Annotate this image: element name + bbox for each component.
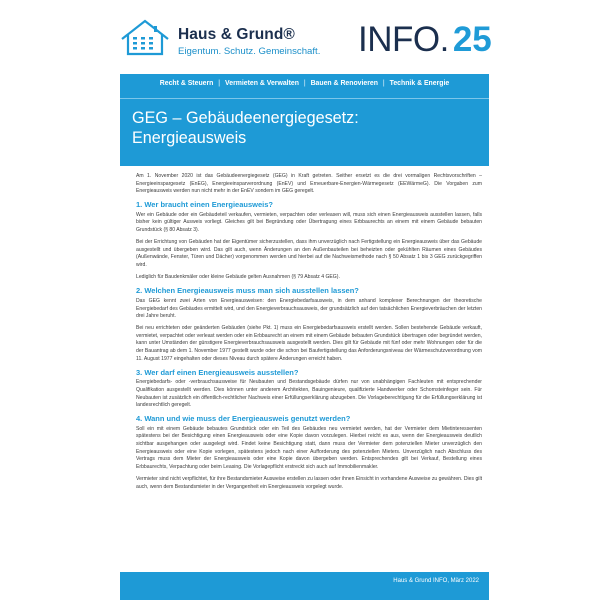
document-title-line-1: GEG – Gebäudeenergiegesetz: <box>132 109 359 127</box>
article-body <box>136 167 482 496</box>
info-issue-number: 25 <box>452 20 492 59</box>
category-nav <box>120 80 489 93</box>
header <box>0 0 600 74</box>
logo-text <box>178 18 320 56</box>
footer-source: Haus & Grund INFO, März 2022 <box>393 578 479 584</box>
section-1-paragraph-3: Lediglich für Baudenkmäler oder kleine Gebäude gelten Ausnahmen (§ 79 Absatz 4 GEG). <box>136 274 340 281</box>
title-panel <box>120 74 489 166</box>
section-3-paragraph-1: Energiebedarfs- oder -verbrauchsausweise für Neubauten und Bestandsgebäude dürfen nur von unabhängigen Fachleuten mit entsprechender Qualifikation ausgestellt werden. Dies können unter anderem Architekten, Bauingenieure, qualifizierte Handwerker oder Schornsteinfeger sein. Für Neubauten ist zusätzlich ein öffentlich-rechtlicher Nachweis einer Erfüllungserklärung abzugeben. Die Vorlageberechtigung für die Erfüllungserklärung ist landesrechtlich geregelt. <box>136 379 482 409</box>
section-heading-2: 2. Welchen Energieausweis muss man sich ausstellen lassen? <box>136 286 359 296</box>
nav-item-technik-energie[interactable]: Technik & Energie <box>389 80 450 87</box>
section-2-paragraph-2: Bei neu errichteten oder geänderten Gebäuden (siehe Pkt. 1) muss ein Energiebedarfsausweis erstellt werden. Sollen bestehende Gebäude verkauft, vermietet, verpachtet oder verleast werden oder ein Erbbaurecht an einem mit einem Gebäude bebauten Grundstück übertragen oder begründet werden, kann unter Umständen der günstigere Energieverbrauchsausweis ausgestellt werden. Dies gilt für Gebäude mit fünf oder mehr Wohnungen oder für die der Bauantrag ab dem 1. November 1977 gestellt wurde oder die schon bei Baufertigstellung das Anforderungsniveau der Wärmeschutzverordnung vom 11. August 1977 eingehalten oder dieses Niveau durch spätere Änderungen erreicht haben. <box>136 325 482 362</box>
document-title <box>132 108 482 148</box>
info-issue-badge <box>358 22 492 57</box>
brand-name: Haus & Grund® <box>178 26 295 43</box>
info-label: INFO. <box>358 20 449 59</box>
section-heading-3: 3. Wer darf einen Energieausweis ausstellen? <box>136 367 299 377</box>
house-icon <box>120 18 170 58</box>
footer-bar <box>120 572 489 600</box>
section-2-paragraph-1: Das GEG kennt zwei Arten von Energieausweisen: den Energiebedarfsausweis, in dem anhand komplexer Berechnungen der theoretische Energiebedarf des Gebäudes ermittelt wird, und den Energieverbrauchsausweis, der grundsätzlich auf den tatsächlichen Energieverbräuchen der letzten drei Jahre beruht. <box>136 297 482 320</box>
nav-item-recht-steuern[interactable]: Recht & Steuern <box>159 80 214 87</box>
section-4-paragraph-1: Soll ein mit einem Gebäude bebautes Grundstück oder ein Teil des Gebäudes neu vermietet werden, hat der Vermieter dem Mietinteressenten spätestens bei der Besichtigung einen Energieausweis oder eine Kopie davon vorzulegen. Hierbei reicht es aus, wenn der Energieausweis deutlich sichtbar ausgehangen oder ausgelegt wird. Findet keine Besichtigung statt, dann muss der Vermieter dem potenziellen Mieter unverzüglich den Energieausweis oder eine Kopie vorlegen, spätestens jedoch nach einer Aufforderung des potenziellen Mieters. Unverzüglich nach Abschluss des Vertrags muss dem Mieter der Energieausweis oder eine Kopie davon übergeben werden. Entsprechendes gilt bei Verkauf, Bestellung eines Erbbaurechts, Verpachtung oder beim Leasing. Die Vorlagepflicht erstreckt sich auch auf Immobilienmakler. <box>136 425 482 470</box>
nav-item-bauen-renovieren[interactable]: Bauen & Renovieren <box>310 80 378 87</box>
nav-separator: | <box>303 80 306 87</box>
nav-item-vermieten-verwalten[interactable]: Vermieten & Verwalten <box>225 80 299 87</box>
intro-paragraph: Am 1. November 2020 ist das Gebäudeenergiegesetz (GEG) in Kraft getreten. Seither ersetzt es die drei vormaligen Rechtsvorschriften – Energieeinspargesetz (EnEG), Energieeinsparverordnung (EnEV) und Erneuerbare-Energien-Wärmegesetz (EEWärmeG). Die Vorgaben zum Energieausweis werden nun nicht mehr in der EnEV sondern im GEG geregelt. <box>136 173 482 195</box>
section-1-paragraph-2: Bei der Errichtung von Gebäuden hat der Eigentümer sicherzustellen, dass ihm unverzüglich nach Fertigstellung ein Energieausweis über das Gebäude ausgestellt und übergeben wird. Das gilt auch, wenn Änderungen an den Außenbauteilen bei beheizten oder gekühlten Räumen eines Gebäudes (Außenwände, Fenster, Türen und Dächer) vorgenommen werden und hierbei auf die Nachweismethode nach § 50 Absatz 1 bis 3 GEG zurückgegriffen wird. <box>136 239 482 269</box>
nav-separator: | <box>218 80 221 87</box>
nav-separator: | <box>382 80 385 87</box>
section-4-paragraph-2: Vermieter sind nicht verpflichtet, für ihre Bestandsmieter Ausweise erstellen zu lassen oder ihnen Einsicht in vorhandene Ausweise zu gewähren. Dies gilt auch, wenn dem Bestandsmieter in der Vergangenheit ein Energieausweis vorgelegt wurde. <box>136 475 482 490</box>
document-title-line-2: Energieausweis <box>132 129 247 147</box>
section-1-paragraph-1: Wer ein Gebäude oder ein Gebäudeteil verkaufen, vermieten, verpachten oder verleasen will, muss sich einen Energieausweis ausstellen lassen, falls bisher kein gültiger Ausweis vorliegt. Gleiches gilt bei Begründung oder Übertragung eines Erbbaurechts an einem mit einem Gebäude bebauten Grundstück (§ 80 Absatz 3). <box>136 211 482 234</box>
section-heading-4: 4. Wann und wie muss der Energieausweis genutzt werden? <box>136 414 351 424</box>
nav-divider <box>120 98 489 99</box>
section-heading-1: 1. Wer braucht einen Energieausweis? <box>136 200 273 210</box>
brand-tagline: Eigentum. Schutz. Gemeinschaft. <box>178 45 321 57</box>
brand-logo[interactable] <box>120 18 330 62</box>
